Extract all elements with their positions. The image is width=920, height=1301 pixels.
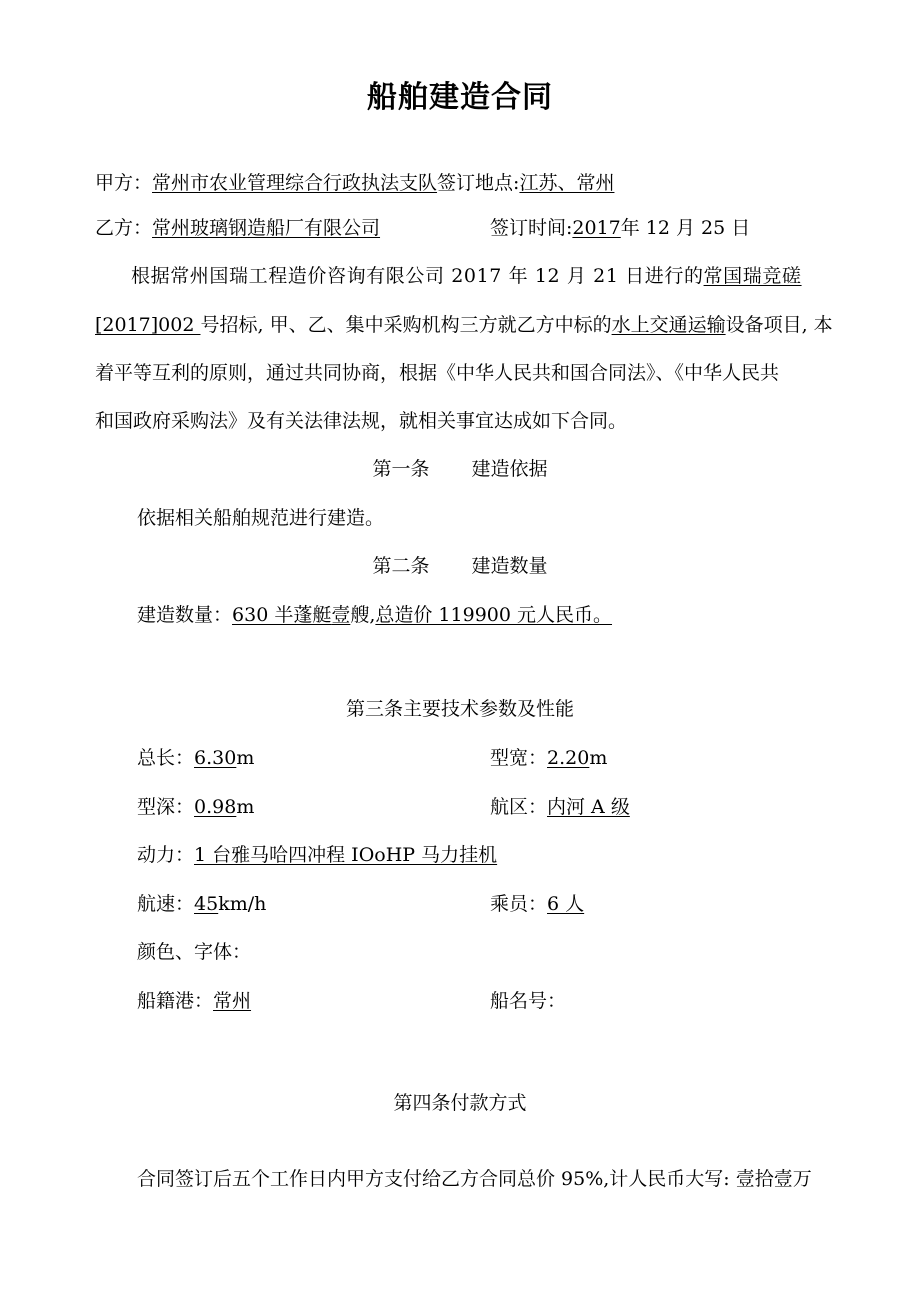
article-3-heading: 第三条主要技术参数及性能 (345, 698, 574, 720)
article-4-body: 合同签订后五个工作日内甲方支付给乙方合同总价 95%,计人民币大写: 壹拾壹万 (137, 1168, 812, 1190)
spec-label: 总长： (137, 747, 195, 769)
spec-unit: km/h (218, 893, 267, 915)
spec-length (137, 746, 254, 770)
spec-unit: m (236, 747, 255, 769)
party-a-label: 甲方： (95, 172, 153, 194)
party-a-line (95, 171, 614, 195)
article-number: 第一条 (372, 458, 430, 480)
party-b-label: 乙方： (95, 217, 153, 239)
spec-depth (137, 795, 254, 819)
signing-time-rest: 年 12 月 25 日 (620, 217, 751, 239)
article-1-heading (0, 457, 920, 481)
spec-unit: m (236, 796, 255, 818)
party-b-line (95, 216, 380, 240)
spec-value: 2.20 (547, 747, 590, 769)
spec-label: 船籍港： (137, 990, 214, 1012)
signing-time-year: 2017 (572, 217, 621, 239)
quantity-label: 建造数量： (137, 604, 233, 626)
spec-value: 1 台雅马哈四冲程 IOoHP 马力挂机 (194, 844, 498, 866)
article-4-heading: 第四条付款方式 (393, 1092, 527, 1114)
spec-value: 内河 A 级 (547, 796, 630, 818)
spec-label: 航速： (137, 893, 195, 915)
intro-text: 号招标, 甲、乙、集中采购机构三方就乙方中标的 (200, 314, 612, 336)
boat-unit: 艘, (350, 604, 376, 626)
intro-line-3: 着平等互利的原则，通过共同协商，根据《中华人民共和国合同法》、《中华人民共 (95, 362, 780, 384)
spec-zone (490, 795, 630, 819)
bid-number-part-1: 常国瑞竞磋 (703, 265, 802, 287)
spec-label: 型深： (137, 796, 195, 818)
spec-label: 乘员： (490, 893, 548, 915)
article-name: 建造依据 (471, 458, 548, 480)
document-title: 船舶建造合同 (367, 80, 553, 115)
spec-label: 型宽： (490, 747, 548, 769)
spec-width (490, 746, 607, 770)
intro-line-2 (95, 313, 833, 337)
article-2-heading (0, 554, 920, 578)
total-price: 总造价 119900 元人民币。 (375, 604, 613, 626)
signing-place-label: 签订地点: (437, 172, 520, 194)
spec-crew (490, 892, 584, 916)
spec-color-font: 颜色、字体： (137, 941, 252, 963)
signing-time-label: 签订时间: (490, 217, 573, 239)
spec-ship-name: 船名号： (490, 990, 567, 1012)
boat-count: 壹 (331, 604, 351, 626)
spec-power (137, 843, 497, 867)
party-b-value: 常州玻璃钢造船厂有限公司 (152, 217, 381, 239)
bid-number-part-2: [2017]002 (95, 314, 201, 336)
article-2-body (137, 603, 612, 627)
intro-line-1 (131, 264, 802, 288)
spec-unit: m (589, 747, 608, 769)
intro-line-4: 和国政府采购法》及有关法律法规，就相关事宜达成如下合同。 (95, 410, 628, 432)
boat-model: 630 半蓬艇 (232, 604, 332, 626)
spec-value: 常州 (213, 990, 252, 1012)
spec-speed (137, 892, 266, 916)
article-1-body: 依据相关船舶规范进行建造。 (137, 507, 385, 529)
article-number: 第二条 (372, 555, 430, 577)
spec-value: 6.30 (194, 747, 237, 769)
signing-place-value: 江苏、常州 (519, 172, 615, 194)
spec-value: 0.98 (194, 796, 237, 818)
project-name: 水上交通运输 (611, 314, 726, 336)
party-a-value: 常州市农业管理综合行政执法支队 (152, 172, 438, 194)
spec-port (137, 989, 251, 1013)
spec-value: 6 人 (547, 893, 585, 915)
spec-value: 45 (194, 893, 219, 915)
article-name: 建造数量 (471, 555, 548, 577)
intro-text: 设备项目, 本 (725, 314, 833, 336)
signing-time-line (490, 216, 750, 240)
spec-label: 航区： (490, 796, 548, 818)
spec-label: 动力： (137, 844, 195, 866)
intro-text: 根据常州国瑞工程造价咨询有限公司 2017 年 12 月 21 日进行的 (131, 265, 704, 287)
